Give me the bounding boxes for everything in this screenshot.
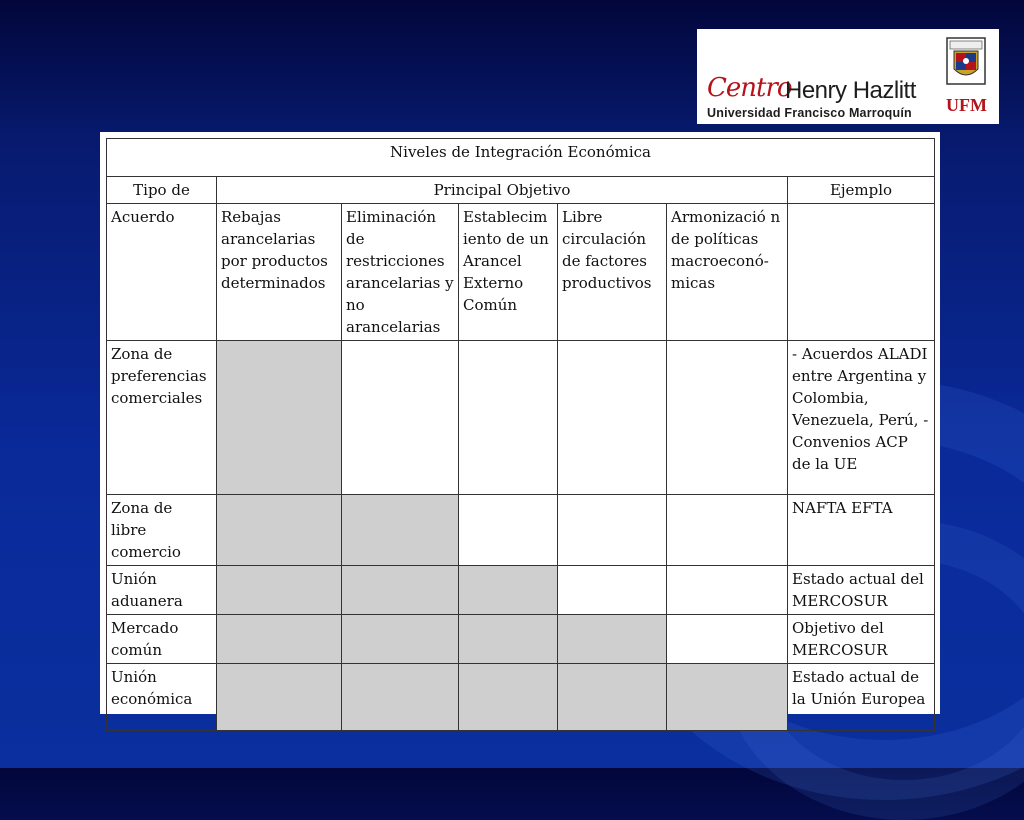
empty-cell — [667, 615, 788, 664]
header-acuerdo: Acuerdo — [107, 204, 217, 341]
shaded-cell — [667, 664, 788, 731]
shaded-cell — [342, 495, 459, 566]
shaded-cell — [217, 615, 342, 664]
empty-cell — [459, 341, 558, 495]
table-row — [107, 664, 935, 731]
empty-cell — [558, 495, 667, 566]
logo-university-text: Universidad Francisco Marroquín — [707, 106, 912, 120]
shaded-cell — [459, 615, 558, 664]
integration-levels-table-card — [100, 132, 940, 714]
shaded-cell — [459, 664, 558, 731]
table-row — [107, 495, 935, 566]
objective-libre-circulacion: Libre circulación de factores productivos — [558, 204, 667, 341]
logo-ufm-text: UFM — [946, 95, 987, 115]
empty-cell — [459, 495, 558, 566]
header-principal-objetivo: Principal Objetivo — [217, 177, 788, 204]
objective-arancel-externo: Establecim iento de un Arancel Externo Común — [459, 204, 558, 341]
row-ejemplo: NAFTA EFTA — [788, 495, 935, 566]
shaded-cell — [459, 566, 558, 615]
row-ejemplo: Estado actual de la Unión Europea — [788, 664, 935, 731]
centro-henry-hazlitt-logo — [697, 29, 999, 124]
header-tipo-de: Tipo de — [107, 177, 217, 204]
empty-cell — [558, 566, 667, 615]
row-tipo: Zona de preferencias comerciales — [107, 341, 217, 495]
shaded-cell — [217, 664, 342, 731]
shaded-cell — [558, 615, 667, 664]
table-row — [107, 615, 935, 664]
row-tipo: Unión económica — [107, 664, 217, 731]
table-title: Niveles de Integración Económica — [107, 139, 935, 177]
row-tipo: Mercado común — [107, 615, 217, 664]
empty-cell — [558, 341, 667, 495]
empty-cell — [667, 341, 788, 495]
empty-cell — [342, 341, 459, 495]
row-tipo: Zona de libre comercio — [107, 495, 217, 566]
table-row — [107, 341, 935, 495]
shaded-cell — [342, 664, 459, 731]
shaded-cell — [342, 615, 459, 664]
shaded-cell — [217, 495, 342, 566]
shaded-cell — [342, 566, 459, 615]
table-row — [107, 566, 935, 615]
logo-henry-hazlitt-text: Henry Hazlitt — [785, 77, 916, 104]
logo-centro-text: Centro — [707, 73, 792, 103]
row-ejemplo: Estado actual del MERCOSUR — [788, 566, 935, 615]
row-ejemplo: Objetivo del MERCOSUR — [788, 615, 935, 664]
empty-cell — [667, 495, 788, 566]
objective-eliminacion: Eliminación de restricciones arancelarias y no arancelarias — [342, 204, 459, 341]
objective-rebajas: Rebajas arancelarias por productos determinados — [217, 204, 342, 341]
objective-ejemplo-empty — [788, 204, 935, 341]
objective-armonizacion: Armonizació n de políticas macroeconó- micas — [667, 204, 788, 341]
row-tipo: Unión aduanera — [107, 566, 217, 615]
integration-levels-table — [106, 138, 935, 731]
shaded-cell — [558, 664, 667, 731]
ufm-crest-icon — [946, 37, 986, 85]
row-ejemplo: - Acuerdos ALADI entre Argentina y Colombia, Venezuela, Perú, - Convenios ACP de la UE — [788, 341, 935, 495]
header-ejemplo: Ejemplo — [788, 177, 935, 204]
shaded-cell — [217, 566, 342, 615]
shaded-cell — [217, 341, 342, 495]
empty-cell — [667, 566, 788, 615]
